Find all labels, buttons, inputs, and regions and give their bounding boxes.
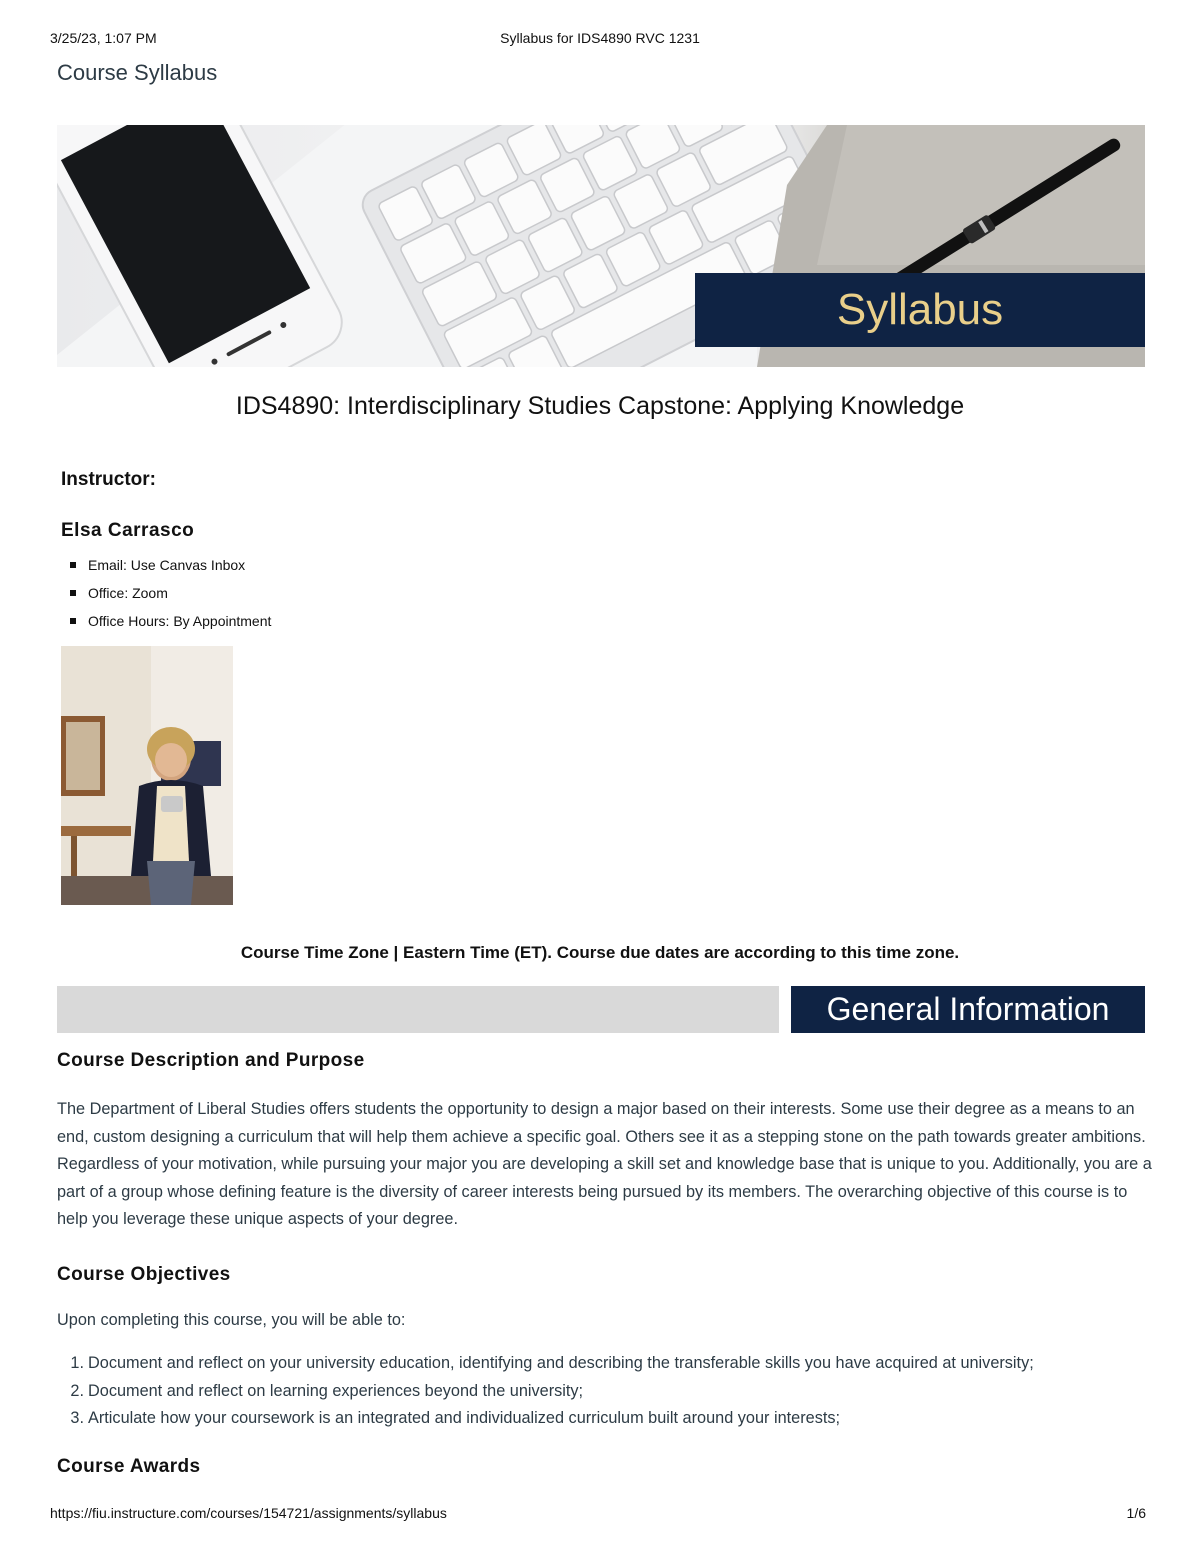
course-title: IDS4890: Interdisciplinary Studies Capstone: Applying Knowledge [235, 392, 965, 420]
contact-office-hours: Office Hours: By Appointment [70, 611, 271, 639]
list-item-text: Document and reflect on learning experiences beyond the university; [88, 1381, 584, 1400]
instructor-contact-list [70, 555, 271, 639]
print-date: 3/25/23, 1:07 PM [50, 30, 157, 46]
section-divider-bar [57, 986, 779, 1033]
banner-syllabus-label [695, 273, 1145, 347]
list-item [57, 1405, 1034, 1433]
instructor-label: Instructor: [61, 469, 156, 490]
instructor-photo-graphic [61, 646, 233, 905]
page-title: Course Syllabus [57, 60, 218, 85]
course-description-heading: Course Description and Purpose [57, 1050, 365, 1071]
list-item [57, 1350, 1034, 1378]
course-awards-heading: Course Awards [57, 1456, 201, 1477]
list-item-text: Document and reflect on your university education, identifying and describing the transferable skills you have acquired at university; [88, 1354, 1034, 1372]
instructor-photo [61, 646, 233, 905]
contact-office: Office: Zoom [70, 583, 271, 611]
print-doc-title: Syllabus for IDS4890 RVC 1231 [500, 30, 700, 46]
print-footer [50, 1505, 1150, 1525]
page-number: 1/6 [1126, 1505, 1146, 1521]
course-description-text: The Department of Liberal Studies offers students the opportunity to design a major based on their interests. Some use their degree as a means to an end, custom designing a curriculum that will help them achieve a specific goal. Others see it as a stepping stone on the path towards greater ambitions. Regardless of your motivation, while pursuing your major you are developing a skill set and knowledge base that is unique to you. Additionally, you are a part of a group whose defining feature is the diversity of career interests being pursued by its members. The overarching objective of this course is to help you leverage these unique aspects of your degree. [57, 1100, 1152, 1228]
section-general-information: General Information [791, 986, 1145, 1033]
course-objectives-heading: Course Objectives [57, 1264, 231, 1285]
contact-email: Email: Use Canvas Inbox [70, 555, 271, 583]
list-item [57, 1378, 1034, 1406]
course-objectives-intro: Upon completing this course, you will be able to: [57, 1311, 406, 1329]
list-item-number: 2. [70, 1381, 84, 1400]
print-header [50, 30, 1150, 50]
syllabus-banner-image [57, 125, 1145, 367]
timezone-note: Course Time Zone | Eastern Time (ET). Course due dates are according to this time zone. [240, 943, 960, 962]
page-url: https://fiu.instructure.com/courses/154721/assignments/syllabus [50, 1505, 447, 1521]
list-item-text: Articulate how your coursework is an integrated and individualized curriculum built around your interests; [88, 1409, 841, 1427]
instructor-name: Elsa Carrasco [61, 520, 195, 541]
list-item-number: 3. [70, 1409, 84, 1427]
list-item-number: 1. [70, 1354, 84, 1372]
course-objectives-list [57, 1350, 1034, 1433]
banner-syllabus-text: Syllabus [836, 285, 1004, 334]
